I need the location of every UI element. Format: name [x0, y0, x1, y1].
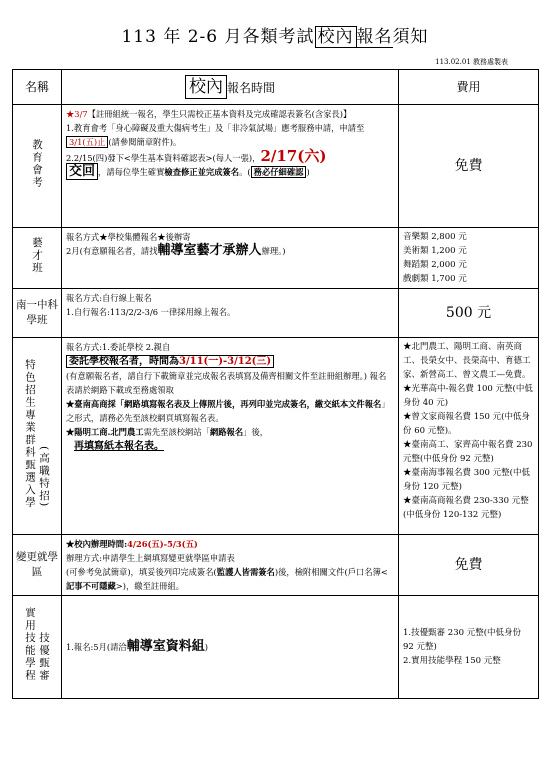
voc-fee-guanghua: ★光華高中-報名費 100 元整(中低身份 40 元) [403, 384, 533, 408]
table-row [13, 105, 539, 228]
edu-line4-bold: 檢查修正並完成簽名 [164, 167, 240, 177]
voc-line4-star: ★臺南高商採「 [66, 399, 125, 409]
header-boxed: 校內 [185, 75, 227, 99]
sci-category [13, 289, 62, 338]
trans-line3: (可參考免試簡章)，填妥後列印完成簽名( [66, 567, 217, 577]
trans-date: 4/26(五)-5/3(五) [127, 539, 198, 549]
edu-line4-boxed: 務必仔細確認 [251, 166, 307, 178]
voc-fee-tainan-tech: ★臺南高工、家齊高中報名費 230 元整(中低身份 92 元整) [403, 440, 533, 464]
skill-contact: 輔導室資料組 [126, 639, 205, 654]
sci-fee: 500 元 [399, 289, 539, 338]
edu-line2: 1.教育會考「身心障礙及重大傷病考生」及「非冷氣試場」應考服務申請，申請至 [66, 123, 365, 133]
art-line2b: 辦理。) [261, 246, 286, 256]
skill-details [62, 596, 399, 699]
edu-star: ★3/7 [66, 109, 88, 119]
voc-line4: 」之形式，請務必先至該校網頁填寫報名表。 [66, 399, 390, 423]
art-contact: 輔導室藝才承辦人 [157, 243, 262, 258]
trans-details [62, 535, 399, 596]
edu-return-date: 2/17(六) [260, 147, 327, 165]
edu-line3: 2.2/15(四)發下<學生基本資料確認表>(每人一張)， [66, 153, 261, 163]
trans-category [13, 535, 62, 596]
skill-line1b: ) [204, 642, 208, 652]
skill-fees [399, 596, 539, 699]
page-title [0, 22, 550, 47]
edu-line4c: ) [306, 167, 310, 177]
skill-category [13, 596, 62, 699]
art-fee-music: 音樂類 2,800 元 [403, 232, 467, 242]
voc-commission-box [66, 355, 274, 368]
voc-line5: 需先至該校網站「 [143, 427, 210, 437]
table-header-row [13, 70, 539, 105]
edu-fee: 免費 [399, 105, 539, 228]
trans-line3-bold: 監護人皆需簽名 [216, 567, 275, 577]
trans-line3b: )後，檢附相關文件(戶口名簿< [274, 567, 388, 577]
header-fee: 費用 [399, 70, 539, 105]
skill-category-sub: 技優甄審 [38, 632, 50, 682]
edu-line2b: (請參閱簡章附件)。 [108, 137, 182, 147]
title-boxed: 校內 [315, 26, 357, 48]
sci-details [62, 289, 399, 338]
art-category-text: 藝才班 [31, 236, 43, 275]
art-details [62, 228, 399, 289]
voc-details [62, 338, 399, 535]
table-row [13, 338, 539, 535]
voc-line3: (有意願報名者，請自行下載簡章並完成報名表填寫及備齊相關文件至註冊組辦理。) 報名表請於網路下載或至務處領取 [66, 371, 387, 395]
voc-line5b: 」後， [243, 427, 269, 437]
edu-deadline: 3/1(五)止 [66, 136, 108, 148]
skill-fee-exam: 1.技優甄審 230 元整(中低身份 92 元整) [403, 628, 522, 652]
table-row [13, 535, 539, 596]
header-time [62, 70, 399, 105]
voc-line1: 報名方式:1.委託學校 2.親自 [66, 342, 171, 352]
art-fee-art: 美術類 1,200 元 [403, 246, 467, 256]
sci-line1: 報名方式:自行線上報名 [66, 293, 152, 303]
title-underlined: 報名 [356, 27, 393, 47]
sci-line2: 1.自行報名:113/2/2-3/6 一律採用線上報名。 [66, 307, 236, 317]
voc-line6: 再填寫紙本報名表。 [74, 441, 164, 452]
voc-line5-star: ★陽明工商.北門農工 [66, 427, 144, 437]
trans-line2: 辦理方式:申請學生上網填寫變更就學區申請表 [66, 553, 235, 563]
voc-fee-zengwen: ★曾文家商報名費 150 元(中低身份 60 元整)。 [403, 412, 530, 436]
table-row [13, 596, 539, 699]
art-line2: 2月(有意願報名者，請找 [66, 246, 158, 256]
skill-category-text: 實用技能學程 [24, 607, 36, 682]
header-time-label: 報名時間 [226, 81, 275, 95]
art-line1: 報名方式★學校集體報名★後辦寄 [66, 232, 191, 242]
header-name: 名稱 [13, 70, 62, 105]
edu-return-box: 交回 [66, 163, 98, 180]
sci-category-text: 南一中科學班 [16, 299, 58, 326]
trans-fee: 免費 [399, 535, 539, 596]
table-row [13, 228, 539, 289]
table-row [13, 289, 539, 338]
trans-line1: ★校內辦理時間: [66, 539, 128, 549]
voc-category [13, 338, 62, 535]
art-fees [399, 228, 539, 289]
edu-category-text: 教育會考 [31, 138, 43, 189]
edu-line1: 【註冊組統一報名，學生只需校正基本資料及完成確認表簽名(含家長)】 [87, 109, 352, 119]
skill-line1: 1.報名:5月(請洽 [66, 642, 127, 652]
voc-commission-label: 委託學校報名者，時間為 [69, 356, 179, 367]
trans-category-text: 變更就學區 [16, 551, 58, 578]
voc-commission-date: 3/11(一)-3/12(三) [179, 356, 272, 367]
voc-fee-marine: ★臺南海事報名費 300 元整(中低身份 120 元整) [403, 468, 530, 492]
skill-fee-program: 2.實用技能學程 150 元整 [403, 656, 501, 666]
art-fee-drama: 戲劇類 1,700 元 [403, 274, 467, 284]
title-suffix: 須知 [392, 27, 429, 47]
voc-fee-commerce: ★臺南高商報名費 230-330 元整(中低身份 120-132 元整) [403, 496, 529, 520]
art-category [13, 228, 62, 289]
title-prefix: 113 年 2-6 月各類考試 [121, 27, 315, 47]
registration-table [12, 69, 539, 699]
voc-fee-free: ★北門農工、陽明工商、南英商工、長榮女中、長榮高中、育德工家、新營高工、曾文農工—免費。 [403, 342, 531, 380]
voc-fees [399, 338, 539, 535]
voc-line5-bold: 網路報名 [209, 427, 244, 437]
edu-line4b: 。( [239, 167, 251, 177]
trans-line3-bold2: 記事不可隱藏 [66, 581, 116, 591]
issue-note: 113.02.01 教務處製表 [435, 58, 508, 66]
art-fee-dance: 舞蹈類 2,000 元 [403, 260, 467, 270]
voc-category-text: 特色招生專業群科甄選入學 [24, 358, 36, 509]
edu-category [13, 105, 62, 228]
edu-line4: ，請每位學生確實 [98, 167, 165, 177]
voc-line4-bold: 網路填寫報名表及上傳照片後，再列印並完成簽名，繳交紙本文件報名 [124, 399, 382, 409]
trans-line3c: >)，繳至註冊組。 [115, 581, 185, 591]
voc-category-sub: (高職特招) [38, 446, 50, 509]
edu-details [62, 105, 399, 228]
